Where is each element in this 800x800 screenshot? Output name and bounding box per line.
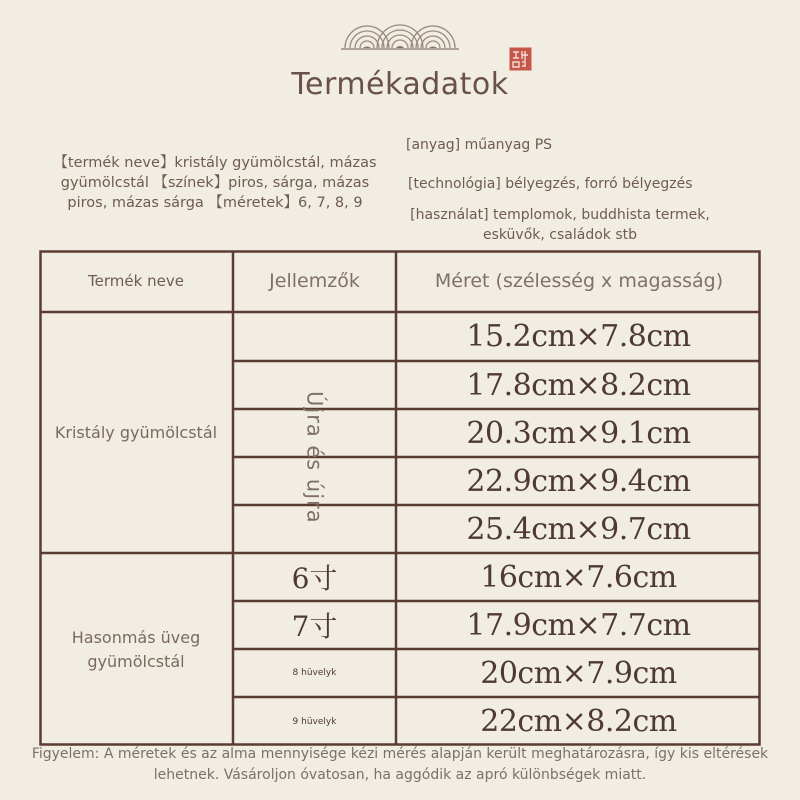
technology-info: [technológia] bélyegzés, forró bélyegzés bbox=[408, 176, 693, 192]
header-size: Méret (szélesség x magasság) bbox=[434, 269, 724, 292]
size-cell: 25.4cm×9.7cm bbox=[466, 511, 691, 547]
feature-size-7: 7寸 bbox=[291, 610, 338, 643]
feature-size-6: 6寸 bbox=[291, 562, 338, 595]
size-cell: 15.2cm×7.8cm bbox=[466, 319, 691, 354]
measurement-notice: Figyelem: A méretek és az alma mennyisége kézi mérés alapján került meghatározásra, így kis eltérések lehetnek. Vásároljon óvatosan, ha aggódik az apró különbségek miatt. bbox=[31, 746, 769, 783]
feature-reusable-label: Újra és újra bbox=[302, 390, 327, 524]
feature-reusable bbox=[233, 361, 396, 553]
size-cell: 22.9cm×9.4cm bbox=[466, 463, 691, 499]
product-name-glass-bowl: Hasonmás üveg gyümölcstál bbox=[71, 627, 201, 671]
size-cell: 20cm×7.9cm bbox=[480, 655, 677, 691]
product-name-crystal-bowl: Kristály gyümölcstál bbox=[54, 422, 218, 442]
size-cell: 20.3cm×9.1cm bbox=[466, 415, 691, 451]
product-info-summary: 【termék neve】kristály gyümölcstál, mázas gyümölcstál 【színek】piros, sárga, mázas piros, mázas sárga 【méretek】6, 7, 8, 9 bbox=[53, 155, 377, 211]
usage-info: [használat] templomok, buddhista termek, esküvők, családok stb bbox=[410, 207, 710, 243]
header-features: Jellemzők bbox=[269, 270, 360, 292]
size-table bbox=[39, 250, 761, 746]
size-cell: 16cm×7.6cm bbox=[480, 559, 677, 595]
wave-arches-logo-icon bbox=[341, 14, 459, 50]
size-cell: 17.9cm×7.7cm bbox=[466, 607, 691, 643]
feature-size-9: 9 hüvelyk bbox=[292, 716, 337, 727]
header-product-name: Termék neve bbox=[88, 272, 184, 290]
size-cell: 22cm×8.2cm bbox=[480, 704, 677, 739]
material-info: [anyag] műanyag PS bbox=[406, 137, 553, 153]
size-cell: 17.8cm×8.2cm bbox=[466, 367, 691, 403]
feature-size-8: 8 hüvelyk bbox=[292, 668, 337, 678]
page-title: Termékadatok bbox=[291, 67, 509, 102]
